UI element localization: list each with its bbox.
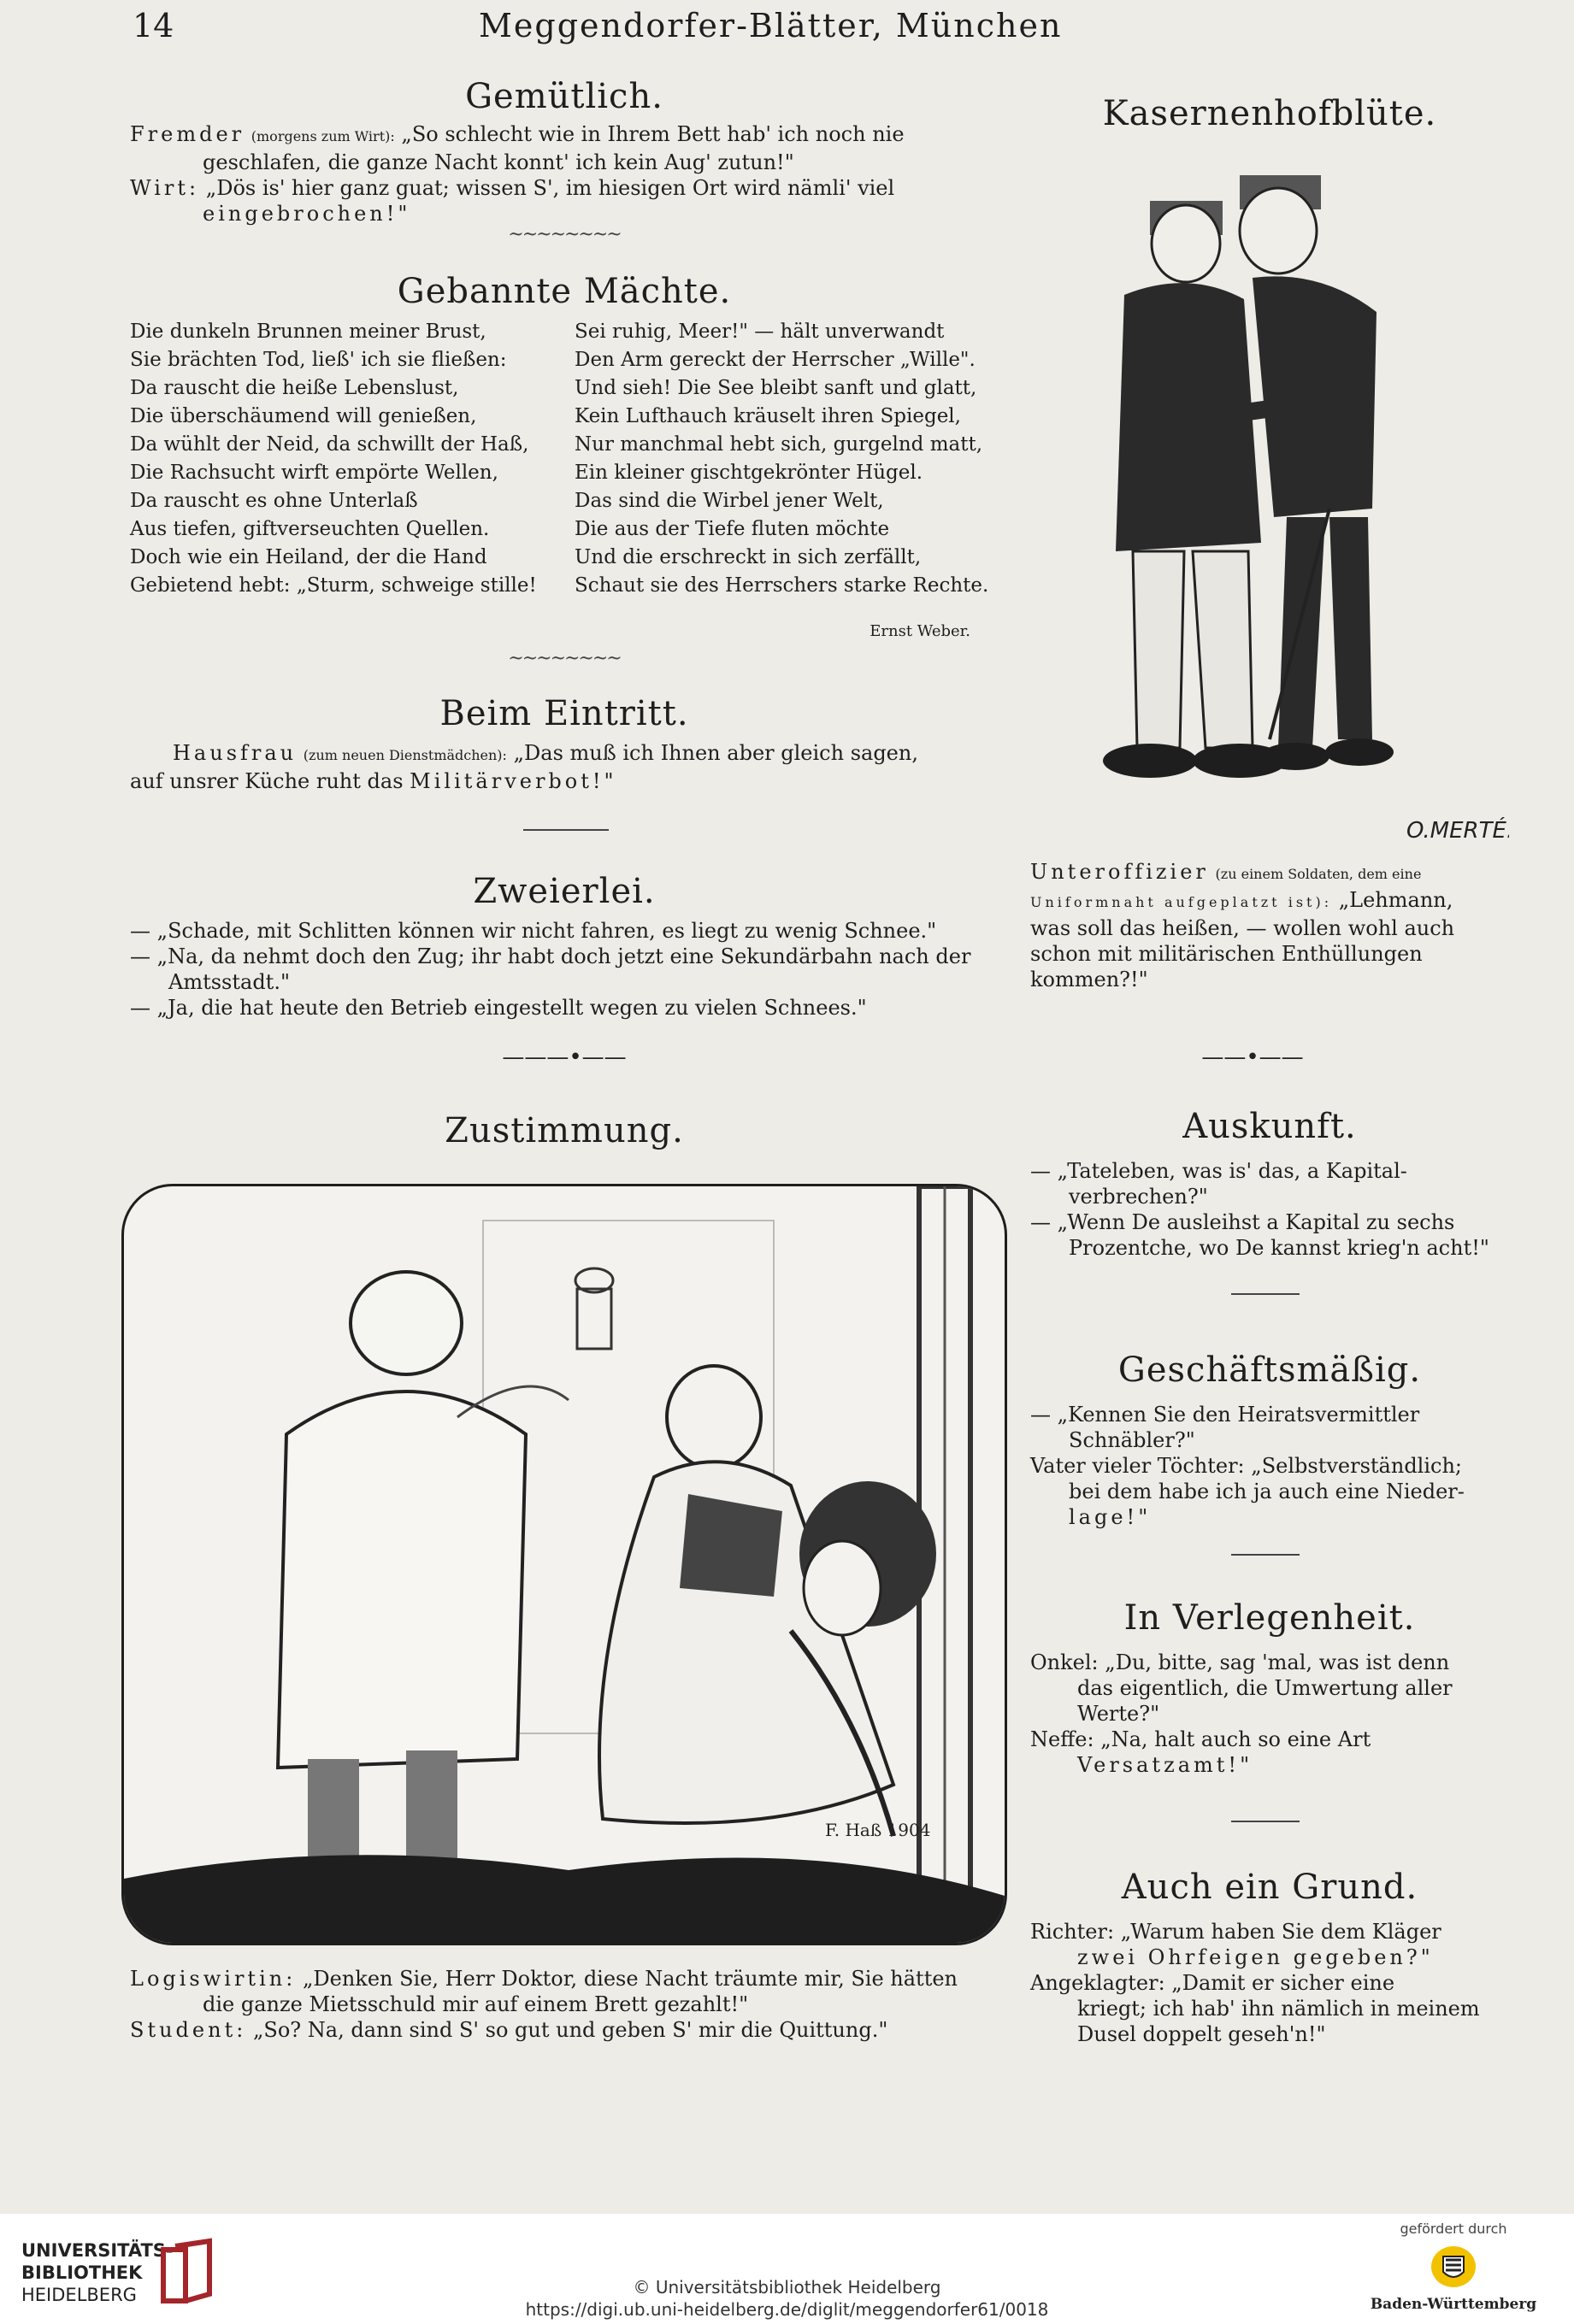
text-kasernenhofbluete: Unteroffizier (zu einem Soldaten, dem eine Uniformnaht aufgeplatzt ist): „Lehmann, was soll das heißen, — wollen wohl auch schon mit militärischen Enthüllungen kommen?!" (1030, 860, 1455, 991)
section-title-in-verlegenheit: In Verlegenheit. (1123, 1598, 1416, 1638)
poem-line: Das sind die Wirbel jener Welt, (575, 490, 884, 512)
illustration-zustimmung (121, 1184, 1007, 1945)
page-number: 14 (133, 7, 174, 44)
section-title-geschaeftsmaessig: Geschäftsmäßig. (1117, 1350, 1422, 1390)
poem-line: Die aus der Tiefe fluten möchte (575, 518, 890, 540)
poem-line: Und sieh! Die See bleibt sanft und glatt, (575, 377, 977, 399)
section-title-kasernenhofbluete: Kasernenhofblüte. (1102, 94, 1437, 133)
section-title-zustimmung: Zustimmung. (445, 1111, 684, 1150)
poem-line: Sei ruhig, Meer!" — hält unverwandt (575, 321, 945, 343)
coat-of-arms-icon (1430, 2243, 1477, 2291)
poem-line: Den Arm gereckt der Herrscher „Wille". (575, 349, 976, 371)
divider-line (1231, 1821, 1300, 1822)
poem-line: Ein kleiner gischtgekrönter Hügel. (575, 462, 923, 484)
poem-line: Da wühlt der Neid, da schwillt der Haß, (130, 433, 529, 456)
speaker-wirt: Wirt: (130, 176, 200, 200)
section-title-beim-eintritt: Beim Eintritt. (439, 694, 689, 733)
poem-line: Doch wie ein Heiland, der die Hand (130, 546, 487, 568)
section-title-gebannte-maechte: Gebannte Mächte. (397, 272, 732, 311)
illustration-zustimmung-drawing (124, 1186, 1005, 1943)
poem-line: Die überschäumend will genießen, (130, 405, 477, 427)
poem-line: Die Rachsucht wirft empörte Wellen, (130, 462, 498, 484)
text-in-verlegenheit: Onkel: „Du, bitte, sag 'mal, was ist denn das eigentlich, die Umwertung aller Werte?" Neffe: „Na, halt auch so eine Art Versatzamt!" (1030, 1650, 1453, 1777)
wavy-divider: ~~~~~~~~ (508, 648, 621, 669)
poem-line: Da rauscht es ohne Unterlaß (130, 490, 418, 512)
divider-line (1231, 1293, 1300, 1295)
poem-line: Schaut sie des Herrschers starke Rechte. (575, 574, 989, 597)
text-gemuetlich: Fremder (morgens zum Wirt): „So schlecht wie in Ihrem Bett hab' ich noch nie geschlafen, die ganze Nacht konnt' ich kein Aug' zutun!" Wirt: „Dös is' hier ganz guat; wissen S', im hiesigen Ort wird nämli' viel eingebrochen!" (130, 122, 905, 226)
ornament-divider: ——•—— (1201, 1044, 1304, 1070)
footer-bar (0, 2214, 1574, 2324)
poem-line: Und die erschreckt in sich zerfällt, (575, 546, 922, 568)
page-header-title: Meggendorfer-Blätter, München (479, 7, 1063, 44)
sponsor-name: Baden-Württemberg (1370, 2296, 1537, 2313)
poem-line: Aus tiefen, giftverseuchten Quellen. (130, 518, 490, 540)
poem-column-right (575, 318, 1002, 600)
library-logo-text: UNIVERSITÄTS- BIBLIOTHEK HEIDELBERG (21, 2240, 174, 2305)
artist-signature-merte: O.MERTÉ. (1406, 818, 1509, 844)
copyright-text: © Universitätsbibliothek Heidelberg (633, 2277, 941, 2298)
poem-line: Nur manchmal hebt sich, gurgelnd matt, (575, 433, 983, 456)
section-title-auch-ein-grund: Auch ein Grund. (1121, 1868, 1418, 1907)
poem-column-left (130, 318, 562, 600)
illustration-kaserne (1030, 150, 1509, 850)
text-geschaeftsmaessig: — „Kennen Sie den Heiratsvermittler Schnäbler?" Vater vieler Töchter: „Selbstverständlich; bei dem habe ich ja auch eine Nieder- lage!" (1030, 1403, 1465, 1529)
source-url-link[interactable]: https://digi.ub.uni-heidelberg.de/diglit/meggendorfer61/0018 (525, 2299, 1049, 2320)
section-title-gemuetlich: Gemütlich. (465, 77, 663, 116)
poem-line: Sie brächten Tod, ließ' ich sie fließen: (130, 349, 507, 371)
poem-line: Kein Lufthauch kräuselt ihren Spiegel, (575, 405, 961, 427)
poem-line: Gebietend hebt: „Sturm, schweige stille! (130, 574, 537, 597)
text-zustimmung: Logiswirtin: „Denken Sie, Herr Doktor, diese Nacht träumte mir, Sie hätten die ganze Mietsschuld mir auf einem Brett gezahlt!" Student: „So? Na, dann sind S' so gut und geben S' mir die Quittung." (130, 1967, 958, 2042)
poem-line: Da rauscht die heiße Lebenslust, (130, 377, 459, 399)
text-beim-eintritt: Hausfrau (zum neuen Dienstmädchen): „Das muß ich Ihnen aber gleich sagen, auf unsrer Küche ruht das Militärverbot!" (130, 741, 918, 793)
text-zweierlei: — „Schade, mit Schlitten können wir nicht fahren, es liegt zu wenig Schnee." — „Na, da nehmt doch den Zug; ihr habt doch jetzt eine Sekundärbahn nach der Amtsstadt." — „Ja, die hat heute den Betrieb eingestellt wegen zu vielen Schnees." (130, 919, 971, 1020)
text-auch-ein-grund: Richter: „Warum haben Sie dem Kläger zwei Ohrfeigen gegeben?" Angeklagter: „Damit er sicher eine kriegt; ich hab' ihn nämlich in meinem Dusel doppelt geseh'n!" (1030, 1920, 1480, 2046)
text-auskunft: — „Tateleben, was is' das, a Kapital- verbrechen?" — „Wenn De ausleihst a Kapital zu sechs Prozentche, wo De kannst krieg'n acht!" (1030, 1159, 1489, 1260)
sponsor-label: gefördert durch (1400, 2221, 1507, 2237)
poem-author: Ernst Weber. (870, 622, 970, 640)
divider-line (1231, 1554, 1300, 1556)
section-title-auskunft: Auskunft. (1182, 1107, 1357, 1146)
ornament-divider: ———•—— (502, 1044, 627, 1070)
poem-line: Die dunkeln Brunnen meiner Brust, (130, 321, 486, 343)
section-title-zweierlei: Zweierlei. (473, 872, 656, 911)
illustration-kaserne-drawing (1030, 150, 1509, 850)
divider-line (523, 829, 609, 831)
wavy-divider: ~~~~~~~~ (508, 224, 621, 245)
speaker-fremder: Fremder (130, 122, 245, 146)
artist-signature-hass: F. Haß 1904 (825, 1820, 931, 1840)
